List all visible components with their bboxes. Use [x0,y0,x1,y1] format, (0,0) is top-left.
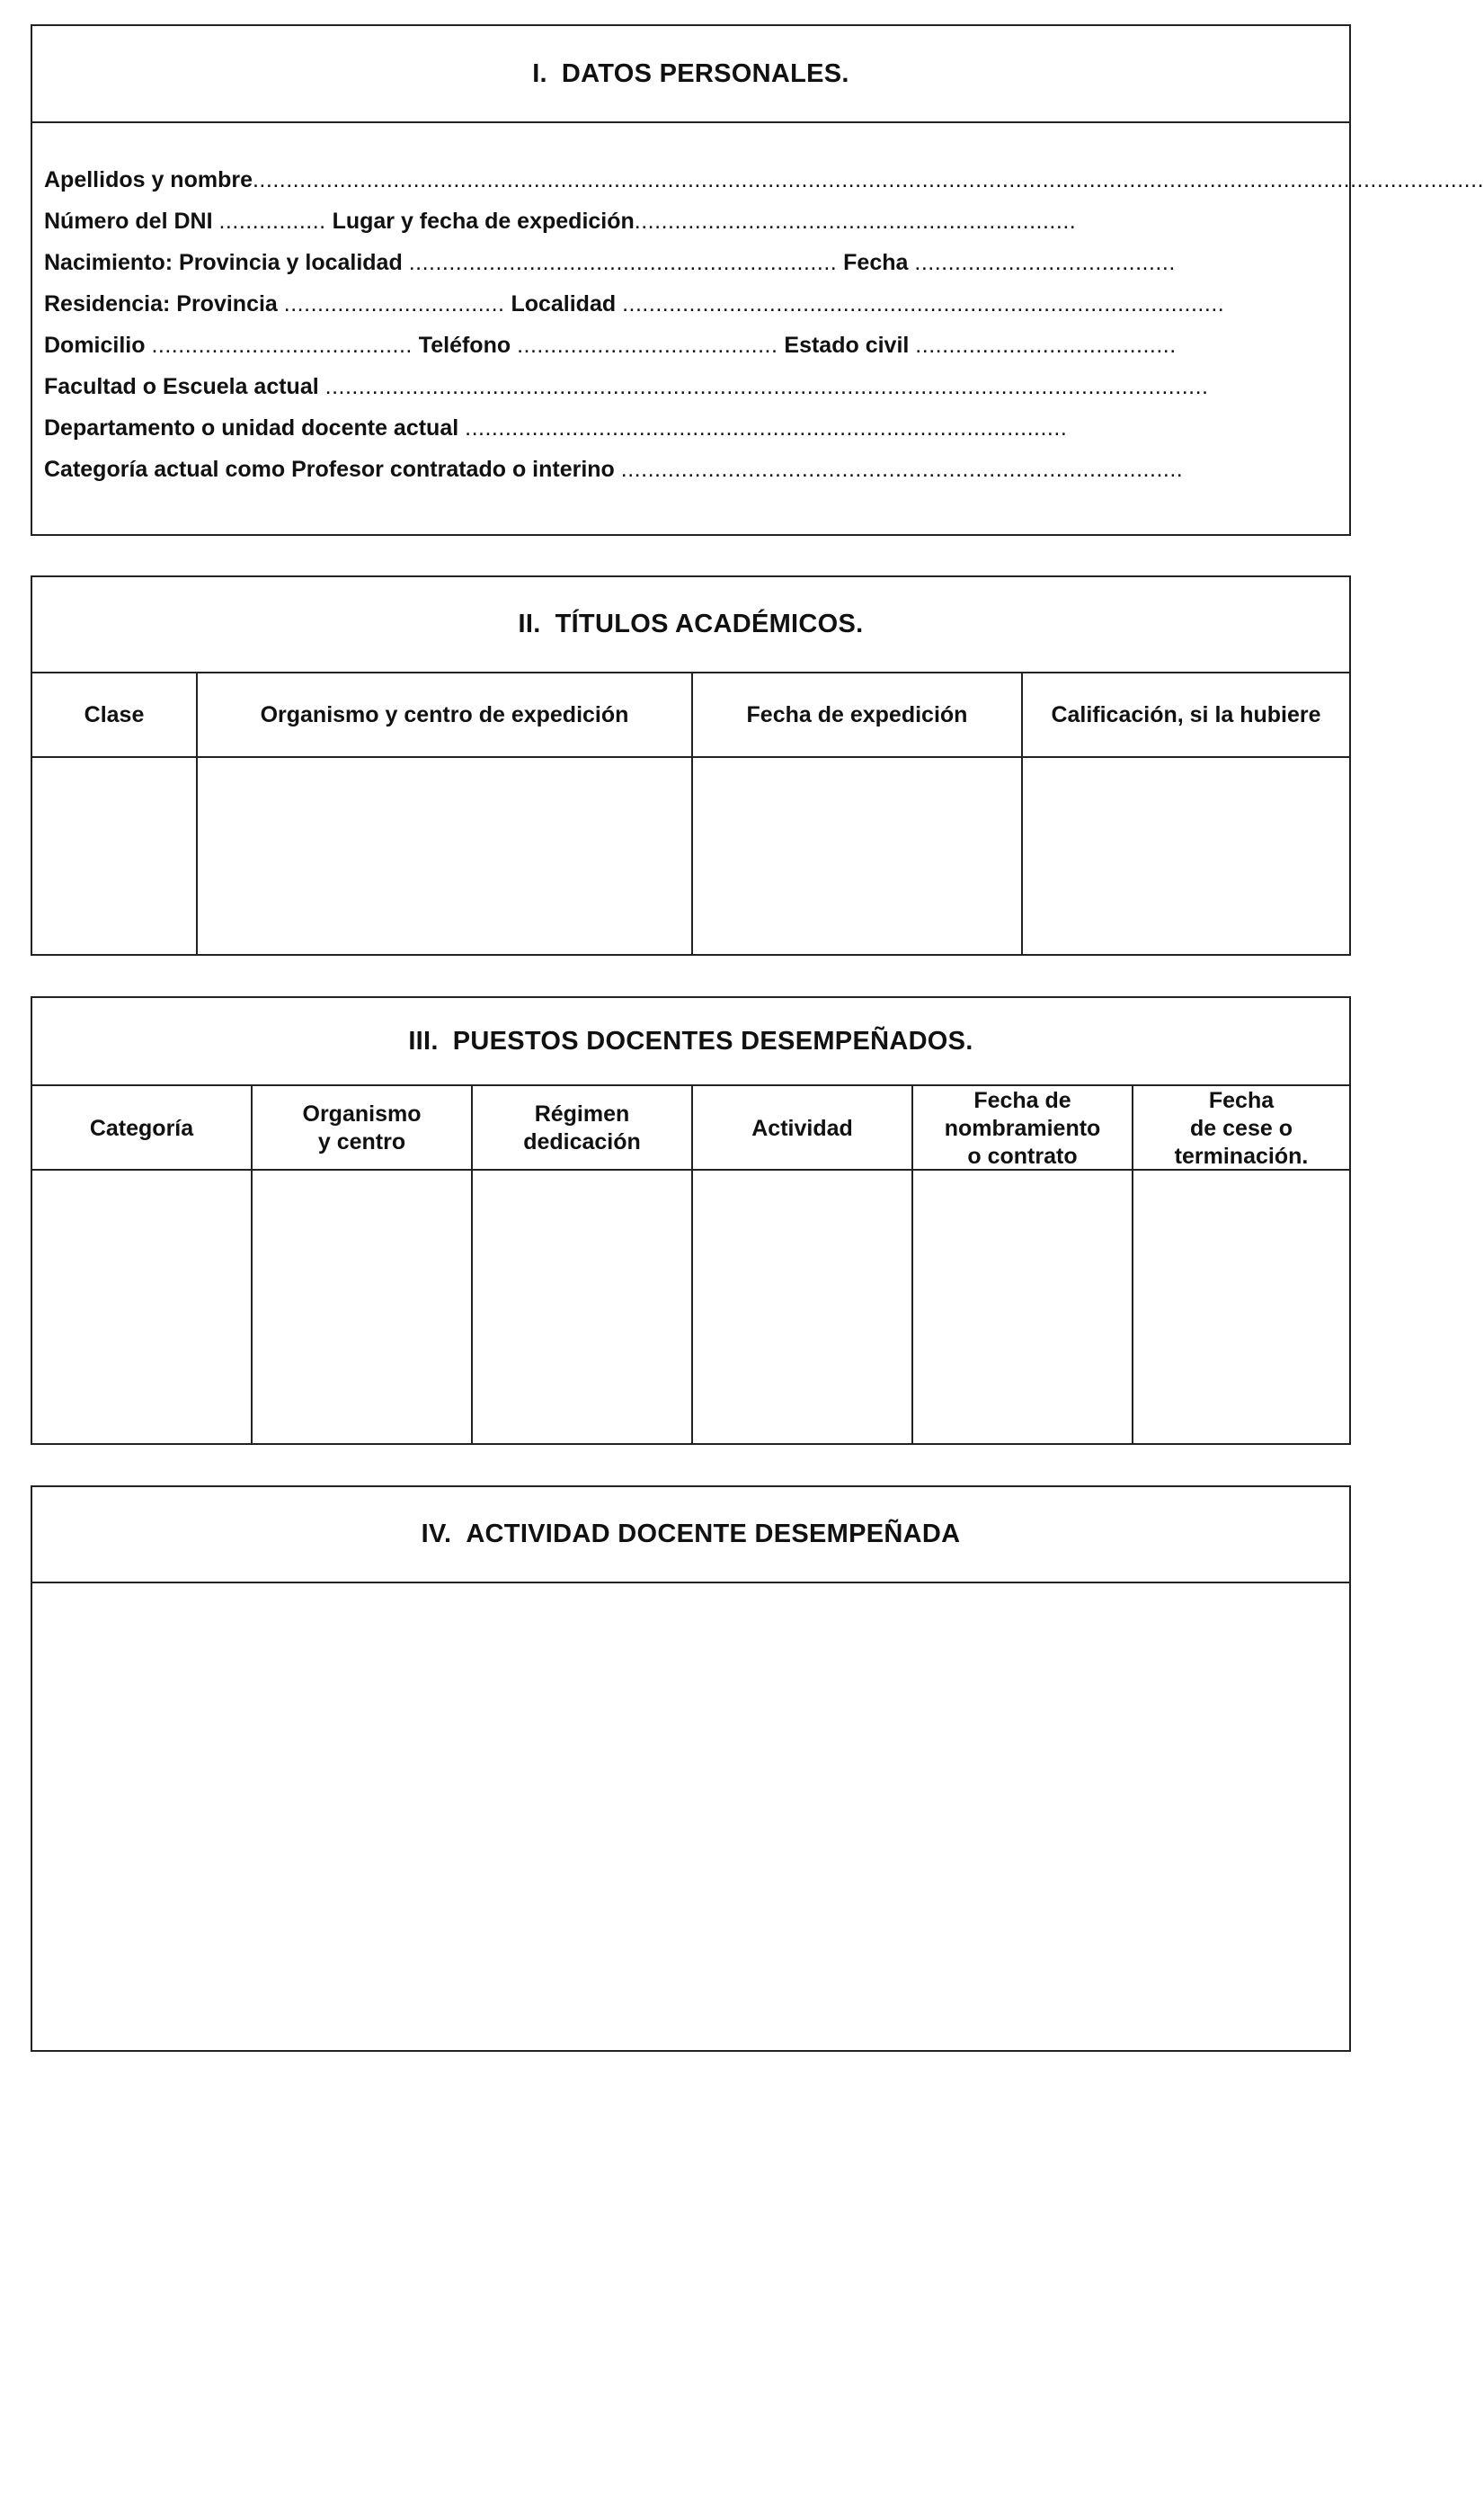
section-personal-data [31,24,1484,536]
section-title [32,998,1349,1086]
field-label: Lugar y fecha de expedición [325,209,635,234]
fill-dots: ........................................................................................................................................................................................ [252,167,1484,192]
field-label: Nacimiento: Provincia y localidad [44,250,409,275]
field-residence[interactable] [44,283,1349,325]
field-label: Residencia: Provincia [44,291,284,316]
fill-dots: .................................................................. [634,209,1077,234]
field-label: Domicilio [44,333,152,358]
section-title [32,1487,1349,1583]
section-heading: PUESTOS DOCENTES DESEMPEÑADOS. [452,1026,973,1056]
table-cell[interactable] [693,758,1023,954]
positions-table [32,1086,1349,1443]
column-header: Actividad [693,1086,913,1171]
section-title [32,577,1349,673]
field-label: Número del DNI [44,209,219,234]
field-label: Teléfono [412,333,518,358]
field-label: Categoría actual como Profesor contratado o interino [44,457,621,482]
fill-dots: ................................. [283,291,505,316]
table-cell[interactable] [913,1171,1133,1443]
field-label: Fecha [837,250,915,275]
column-header: Calificación, si la hubiere [1023,673,1349,758]
section-title [32,26,1349,123]
fill-dots: ....................................... [915,333,1177,358]
fill-dots: ....................................... [151,333,413,358]
table-cell[interactable] [32,1171,253,1443]
field-birth[interactable] [44,242,1349,283]
field-label: Estado civil [778,333,916,358]
table-cell[interactable] [473,1171,693,1443]
table-cell[interactable] [693,1171,913,1443]
personal-fields [32,123,1484,490]
column-header: Organismo y centro [253,1086,473,1171]
fill-dots: ................................................................ [408,250,838,275]
column-header: Fecha de nombramiento o contrato [913,1086,1133,1171]
fill-dots: ....................................... [914,250,1176,275]
field-label: Localidad [504,291,623,316]
section-number: IV. [421,1520,452,1548]
section-heading: DATOS PERSONALES. [561,58,849,88]
field-dni[interactable] [44,201,1349,242]
section-number: I. [532,58,547,88]
table-cell[interactable] [198,758,693,954]
section-academic-degrees [31,575,1351,956]
column-header: Clase [32,673,198,758]
degrees-table [32,673,1349,954]
section-number: II. [518,610,541,638]
fill-dots: ....................................... [517,333,778,358]
fill-dots: .......................................................................................... [465,415,1068,441]
field-address[interactable] [44,325,1349,366]
table-cell[interactable] [253,1171,473,1443]
fill-dots: .......................................................................................... [622,291,1225,316]
field-category[interactable] [44,449,1349,490]
section-number: III. [408,1026,439,1056]
field-faculty[interactable] [44,366,1349,407]
table-cell[interactable] [1133,1171,1349,1443]
column-header: Organismo y centro de expedición [198,673,693,758]
field-label: Apellidos y nombre [44,167,253,192]
section-teaching-positions [31,996,1351,1445]
fill-dots: ................ [218,209,326,234]
table-cell[interactable] [32,758,198,954]
fill-dots: .................................................................................... [620,457,1184,482]
fill-dots: .................................................................................................................................... [324,374,1209,399]
activity-text-area[interactable] [32,1583,1349,2050]
field-label: Departamento o unidad docente actual [44,415,466,441]
column-header: Fecha de cese o terminación. [1133,1086,1349,1171]
section-heading: ACTIVIDAD DOCENTE DESEMPEÑADA [466,1520,961,1548]
column-header: Régimen dedicación [473,1086,693,1171]
section-heading: TÍTULOS ACADÉMICOS. [555,610,864,638]
table-cell[interactable] [1023,758,1349,954]
column-header: Fecha de expedición [693,673,1023,758]
field-department[interactable] [44,407,1349,449]
section-teaching-activity [31,1485,1351,2052]
field-label: Facultad o Escuela actual [44,374,325,399]
column-header: Categoría [32,1086,253,1171]
field-name[interactable] [44,159,1484,201]
